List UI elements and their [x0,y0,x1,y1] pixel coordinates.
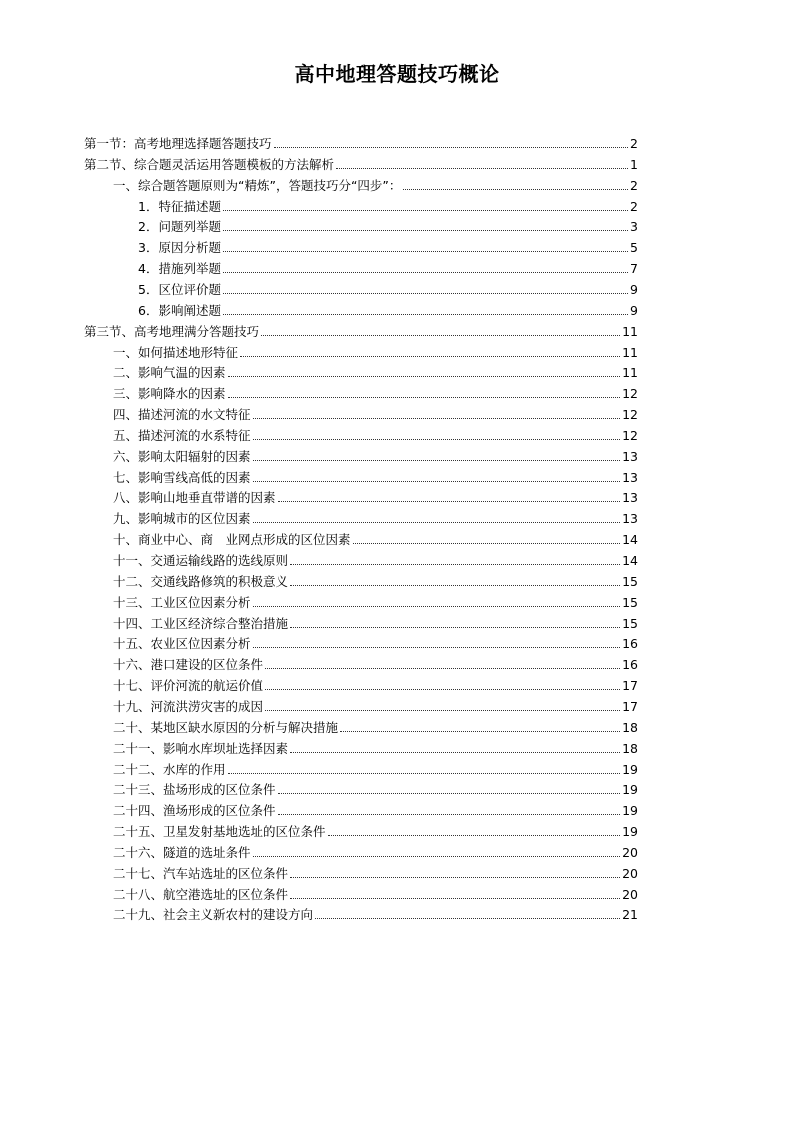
toc-entry-label: 二十七、汽车站选址的区位条件 [113,865,289,881]
toc-entry-page-number: 9 [630,302,638,318]
toc-entry-label: 二十一、影响水库坝址选择因素 [113,740,289,756]
toc-entry-label: 第一节：高考地理选择题答题技巧 [84,136,272,151]
toc-entry-page-number: 5 [630,240,638,256]
toc-entry-page-number: 17 [622,678,638,694]
toc-dot-leader [223,230,628,231]
toc-entry-page-number: 15 [622,615,638,631]
toc-entry-label: 十一、交通运输线路的选线原则 [113,553,289,568]
toc-entry[interactable] [113,424,638,444]
toc-entry-page-number: 12 [622,407,638,423]
toc-entry[interactable] [138,278,638,298]
toc-entry-page-number: 20 [622,886,638,902]
toc-entry-label: 二十四、渔场形成的区位条件 [113,803,276,819]
toc-entry-label: 3．原因分析题 [138,240,221,256]
toc-entry[interactable] [113,382,638,402]
toc-entry[interactable] [113,820,638,840]
toc-entry[interactable] [113,403,638,423]
toc-entry[interactable] [113,612,638,632]
toc-entry-label: 5．区位评价题 [138,281,221,297]
toc-entry[interactable] [113,341,638,361]
toc-entry-label: 二十二、水库的作用 [113,761,226,777]
toc-dot-leader [253,606,621,607]
toc-entry-page-number: 11 [622,365,638,381]
toc-dot-leader [223,251,628,252]
toc-entry-label: 2．问题列举题 [138,219,221,235]
toc-dot-leader [240,356,620,357]
toc-dot-leader [223,314,628,315]
toc-entry-label: 第二节、综合题灵活运用答题模板的方法解析 [84,156,335,172]
toc-entry-page-number: 16 [622,657,638,673]
toc-entry-page-number: 7 [630,261,638,277]
toc-entry-page-number: 19 [622,803,638,819]
toc-entry[interactable] [113,903,638,923]
toc-entry[interactable] [84,132,638,152]
toc-entry-page-number: 13 [622,511,638,527]
toc-entry-page-number: 20 [622,865,638,881]
toc-entry[interactable] [113,466,638,486]
toc-entry-page-number: 1 [630,156,638,172]
toc-dot-leader [290,585,620,586]
toc-entry[interactable] [113,883,638,903]
toc-dot-leader [278,814,621,815]
toc-entry-page-number: 11 [622,323,638,339]
toc-entry-label: 四、描述河流的水文特征 [113,407,251,423]
toc-entry-page-number: 13 [622,490,638,506]
toc-entry[interactable] [113,695,638,715]
toc-entry-page-number: 3 [630,219,638,235]
toc-entry[interactable] [138,299,638,319]
toc-dot-leader [353,543,621,544]
toc-dot-leader [228,376,621,377]
toc-entry-label: 1．特征描述题 [138,198,221,214]
toc-dot-leader [253,522,621,523]
toc-entry[interactable] [113,653,638,673]
toc-entry[interactable] [113,632,638,652]
toc-dot-leader [290,752,620,753]
toc-dot-leader [253,856,621,857]
toc-entry[interactable] [84,320,638,340]
toc-entry-label: 十三、工业区位因素分析 [113,594,251,610]
toc-entry[interactable] [138,236,638,256]
toc-entry-label: 4．措施列举题 [138,261,221,277]
toc-dot-leader [265,710,620,711]
toc-entry[interactable] [113,737,638,757]
toc-dot-leader [278,501,621,502]
toc-entry[interactable] [113,778,638,798]
toc-entry[interactable] [113,758,638,778]
toc-entry-page-number: 9 [630,281,638,297]
toc-entry[interactable] [84,153,638,173]
toc-entry-label: 十七、评价河流的航运价值 [113,678,264,694]
toc-entry-page-number: 18 [622,719,638,735]
toc-entry-label: 二十八、航空港选址的区位条件 [113,886,289,902]
toc-dot-leader [274,147,629,148]
toc-entry[interactable] [138,257,638,277]
toc-entry-page-number: 17 [622,698,638,714]
toc-entry[interactable] [113,445,638,465]
toc-dot-leader [228,397,621,398]
toc-entry[interactable] [138,215,638,235]
toc-entry-label: 三、影响降水的因素 [113,386,226,402]
toc-entry-page-number: 13 [622,448,638,464]
toc-entry-label: 十、商业中心、商 业网点形成的区位因素 [113,532,351,548]
toc-dot-leader [223,272,628,273]
toc-dot-leader [336,168,628,169]
toc-dot-leader [315,918,620,919]
toc-entry[interactable] [113,591,638,611]
toc-entry-label: 二十、某地区缺水原因的分析与解决措施 [113,719,339,735]
toc-dot-leader [253,418,621,419]
toc-entry-page-number: 14 [622,532,638,548]
toc-entry[interactable] [113,799,638,819]
toc-entry-label: 十二、交通线路修筑的积极意义 [113,573,289,589]
toc-entry-label: 二十九、社会主义新农村的建设方向 [113,907,314,923]
toc-dot-leader [253,439,621,440]
toc-entry[interactable] [113,549,638,569]
toc-entry-page-number: 16 [622,636,638,652]
toc-entry-label: 一、综合题答题原则为“精炼”，答题技巧分“四步”： [113,177,402,193]
toc-entry-page-number: 14 [622,553,638,568]
toc-entry[interactable] [113,528,638,548]
toc-entry-label: 六、影响太阳辐射的因素 [113,448,251,464]
toc-entry-page-number: 19 [622,824,638,840]
toc-dot-leader [340,731,620,732]
toc-entry-page-number: 20 [622,844,638,860]
toc-dot-leader [223,293,628,294]
toc-entry-label: 二十六、隧道的选址条件 [113,844,251,860]
toc-entry[interactable] [138,195,638,215]
toc-entry-label: 6．影响阐述题 [138,302,221,318]
toc-entry-page-number: 12 [622,427,638,443]
toc-entry-page-number: 13 [622,469,638,485]
toc-dot-leader [265,668,620,669]
toc-entry-label: 一、如何描述地形特征 [113,344,239,360]
toc-entry-page-number: 15 [622,573,638,589]
toc-dot-leader [290,898,620,899]
toc-dot-leader [290,627,620,628]
toc-dot-leader [290,877,620,878]
toc-entry[interactable] [113,174,638,194]
toc-entry-page-number: 2 [630,136,638,151]
toc-dot-leader [261,335,620,336]
toc-entry-page-number: 12 [622,386,638,402]
toc-dot-leader [278,793,621,794]
toc-entry-page-number: 21 [622,907,638,923]
toc-dot-leader [253,647,621,648]
toc-entry[interactable] [113,507,638,527]
toc-dot-leader [253,460,621,461]
toc-entry-page-number: 11 [622,344,638,360]
toc-entry-page-number: 2 [630,177,638,193]
toc-entry-label: 九、影响城市的区位因素 [113,511,251,527]
toc-entry[interactable] [113,361,638,381]
toc-entry-label: 八、影响山地垂直带谱的因素 [113,490,276,506]
toc-entry-label: 十九、河流洪涝灾害的成因 [113,698,264,714]
toc-entry-label: 十五、农业区位因素分析 [113,636,251,652]
toc-dot-leader [253,481,621,482]
toc-entry-page-number: 19 [622,782,638,798]
toc-entry-label: 第三节、高考地理满分答题技巧 [84,323,260,339]
toc-entry-label: 二十三、盐场形成的区位条件 [113,782,276,798]
toc-entry-page-number: 18 [622,740,638,756]
toc-dot-leader [265,689,620,690]
toc-entry-label: 二、影响气温的因素 [113,365,226,381]
toc-dot-leader [328,835,621,836]
toc-entry-label: 十四、工业区经济综合整治措施 [113,615,289,631]
toc-dot-leader [290,564,620,565]
toc-dot-leader [223,210,628,211]
toc-entry-label: 七、影响雪线高低的因素 [113,469,251,485]
toc-entry-label: 二十五、卫星发射基地选址的区位条件 [113,824,326,840]
toc-entry-page-number: 15 [622,594,638,610]
toc-entry[interactable] [113,716,638,736]
toc-entry[interactable] [113,862,638,882]
toc-entry[interactable] [113,486,638,506]
document-title: 高中地理答题技巧概论 [294,62,500,86]
toc-entry[interactable] [113,841,638,861]
toc-dot-leader [228,773,621,774]
toc-entry-label: 五、描述河流的水系特征 [113,427,251,443]
toc-entry-page-number: 2 [630,198,638,214]
toc-entry-label: 十六、港口建设的区位条件 [113,657,264,673]
toc-dot-leader [403,189,628,190]
toc-entry-page-number: 19 [622,761,638,777]
toc-entry[interactable] [113,674,638,694]
toc-entry[interactable] [113,570,638,590]
